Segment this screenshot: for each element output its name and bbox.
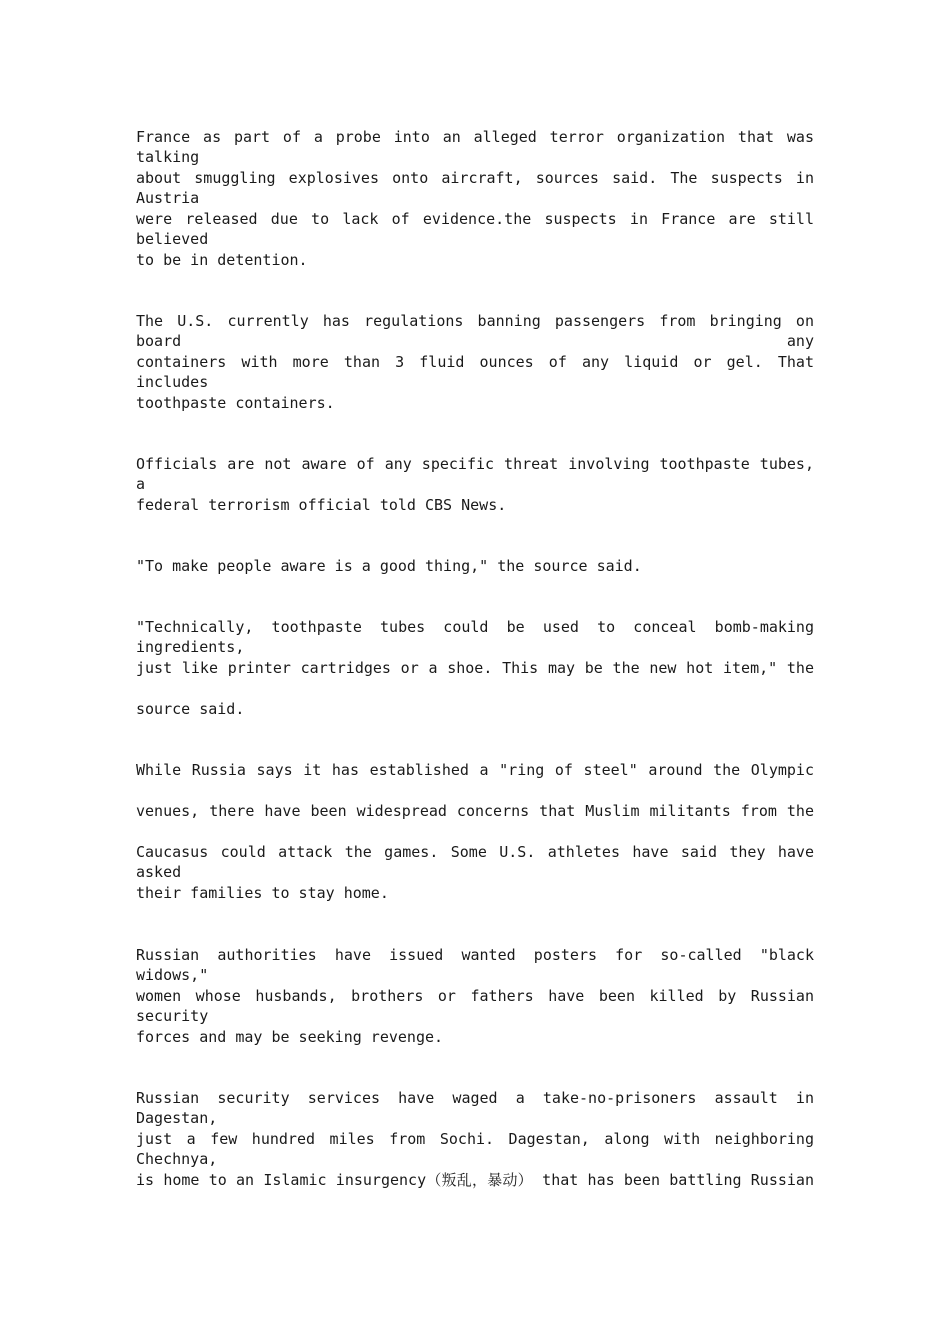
paragraph-4-line-1: "To make people aware is a good thing," the source said. (136, 557, 642, 575)
paragraph-6-line-3: Caucasus could attack the games. Some U.S. athletes have said they have asked (136, 843, 814, 881)
paragraph-3-line-1: Officials are not aware of any specific threat involving toothpaste tubes, a (136, 455, 814, 493)
paragraph-7-line-1: Russian authorities have issued wanted posters for so-called "black widows," (136, 946, 814, 984)
paragraph-7-line-2: women whose husbands, brothers or fathers have been killed by Russian security (136, 987, 814, 1025)
paragraph-2-line-1: The U.S. currently has regulations banning passengers from bringing on board any (136, 312, 814, 350)
paragraph-5-line-2: just like printer cartridges or a shoe. This may be the new hot item," the (136, 659, 814, 677)
paragraph-2-line-3: toothpaste containers. (136, 394, 335, 412)
paragraph-3-line-2: federal terrorism official told CBS News. (136, 496, 507, 514)
paragraph-1-line-3: were released due to lack of evidence.the suspects in France are still believed (136, 210, 814, 248)
paragraph-6-line-1: While Russia says it has established a "ring of steel" around the Olympic (136, 761, 814, 779)
paragraph-6-line-4: their families to stay home. (136, 884, 389, 902)
paragraph-6-line-2: venues, there have been widespread concerns that Muslim militants from the (136, 802, 814, 820)
paragraph-8-line-1: Russian security services have waged a take-no-prisoners assault in Dagestan, (136, 1089, 814, 1127)
paragraph-5-line-1: "Technically, toothpaste tubes could be used to conceal bomb-making ingredients, (136, 618, 814, 656)
paragraph-1-line-1: France as part of a probe into an alleged terror organization that was talking (136, 128, 814, 166)
paragraph-8-line-3: is home to an Islamic insurgency（叛乱，暴动） that has been battling Russian (136, 1171, 814, 1189)
paragraph-1-line-4: to be in detention. (136, 251, 308, 269)
paragraph-7-line-3: forces and may be seeking revenge. (136, 1028, 444, 1046)
paragraph-8-line-2: just a few hundred miles from Sochi. Dagestan, along with neighboring Chechnya, (136, 1130, 814, 1168)
paragraph-5-line-3: source said. (136, 700, 245, 718)
paragraph-1-line-2: about smuggling explosives onto aircraft, sources said. The suspects in Austria (136, 169, 814, 207)
paragraph-2-line-2: containers with more than 3 fluid ounces of any liquid or gel. That includes (136, 353, 814, 391)
